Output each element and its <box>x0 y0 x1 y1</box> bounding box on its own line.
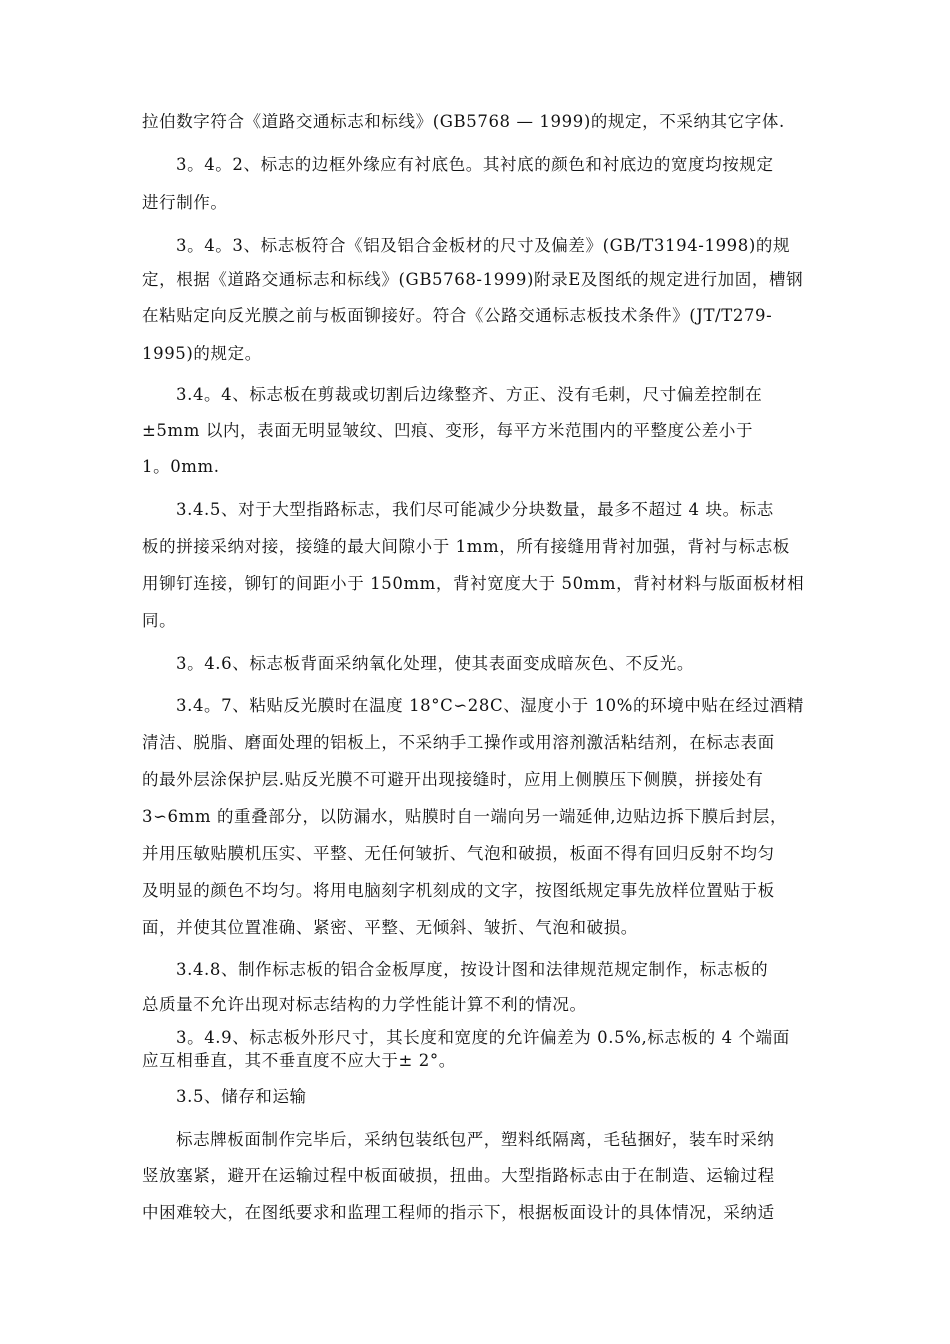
text-line: 3∽6mm 的重叠部分，以防漏水，贴膜时自一端向另一端延伸,边贴边拆下膜后封层， <box>142 807 788 826</box>
text-line: 3。4.6、标志板背面采纳氧化处理，使其表面变成暗灰色、不反光。 <box>176 654 694 673</box>
text-line: 在粘贴定向反光膜之前与板面铆接好。符合《公路交通标志板技术条件》(JT/T279- <box>142 306 773 325</box>
text-line: 的最外层涂保护层.贴反光膜不可避开出现接缝时，应用上侧膜压下侧膜，拼接处有 <box>142 770 764 789</box>
section-heading: 3.5、储存和运输 <box>176 1087 307 1106</box>
text-line: 应互相垂直，其不垂直度不应大于± 2°。 <box>142 1051 456 1070</box>
text-line: 定，根据《道路交通标志和标线》(GB5768-1999)附录E及图纸的规定进行加固，槽钢 <box>142 270 804 289</box>
text-line: 3。4。3、标志板符合《铝及铝合金板材的尺寸及偏差》(GB/T3194-1998)的规 <box>176 236 791 255</box>
text-line: 竖放塞紧，避开在运输过程中板面破损，扭曲。大型指路标志由于在制造、运输过程 <box>142 1166 775 1185</box>
text-line: 清洁、脱脂、磨面处理的铝板上，不采纳手工操作或用溶剂激活粘结剂，在标志表面 <box>142 733 775 752</box>
text-line: 标志牌板面制作完毕后，采纳包装纸包严，塑料纸隔离，毛毡捆好，装车时采纳 <box>176 1130 775 1149</box>
text-line: ±5mm 以内，表面无明显皱纹、凹痕、变形，每平方米范围内的平整度公差小于 <box>142 421 754 440</box>
text-line: 同。 <box>142 611 177 630</box>
text-line: 总质量不允许出现对标志结构的力学性能计算不利的情况。 <box>142 995 587 1014</box>
text-line: 板的拼接采纳对接，接缝的最大间隙小于 1mm，所有接缝用背衬加强，背衬与标志板 <box>142 537 790 556</box>
text-line: 进行制作。 <box>142 193 228 212</box>
text-line: 3.4.5、对于大型指路标志，我们尽可能减少分块数量，最多不超过 4 块。标志 <box>176 500 774 519</box>
text-line: 及明显的颜色不均匀。将用电脑刻字机刻成的文字，按图纸规定事先放样位置贴于板 <box>142 881 775 900</box>
text-line: 3。4.9、标志板外形尺寸，其长度和宽度的允许偏差为 0.5%,标志板的 4 个端面 <box>176 1028 790 1047</box>
text-line: 3.4。4、标志板在剪裁或切割后边缘整齐、方正、没有毛刺，尺寸偏差控制在 <box>176 385 763 404</box>
text-line: 用铆钉连接，铆钉的间距小于 150mm，背衬宽度大于 50mm，背衬材料与版面板材相 <box>142 574 805 593</box>
text-line: 1。0mm. <box>142 457 220 476</box>
text-line: 3.4.8、制作标志板的铝合金板厚度，按设计图和法律规范规定制作，标志板的 <box>176 960 769 979</box>
text-line: 1995)的规定。 <box>142 344 262 363</box>
text-line: 并用压敏贴膜机压实、平整、无任何皱折、气泡和破损，板面不得有回归反射不均匀 <box>142 844 775 863</box>
text-line: 3.4。7、粘贴反光膜时在温度 18°C∽28C、湿度小于 10%的环境中贴在经过酒精 <box>176 696 805 715</box>
text-line: 3。4。2、标志的边框外缘应有衬底色。其衬底的颜色和衬底边的宽度均按规定 <box>176 155 774 174</box>
text-line: 面，并使其位置准确、紧密、平整、无倾斜、皱折、气泡和破损。 <box>142 918 638 937</box>
text-line: 拉伯数字符合《道路交通标志和标线》(GB5768 — 1999)的规定，不采纳其它字体. <box>142 112 785 131</box>
text-line: 中困难较大，在图纸要求和监理工程师的指示下，根据板面设计的具体情况，采纳适 <box>142 1203 775 1222</box>
